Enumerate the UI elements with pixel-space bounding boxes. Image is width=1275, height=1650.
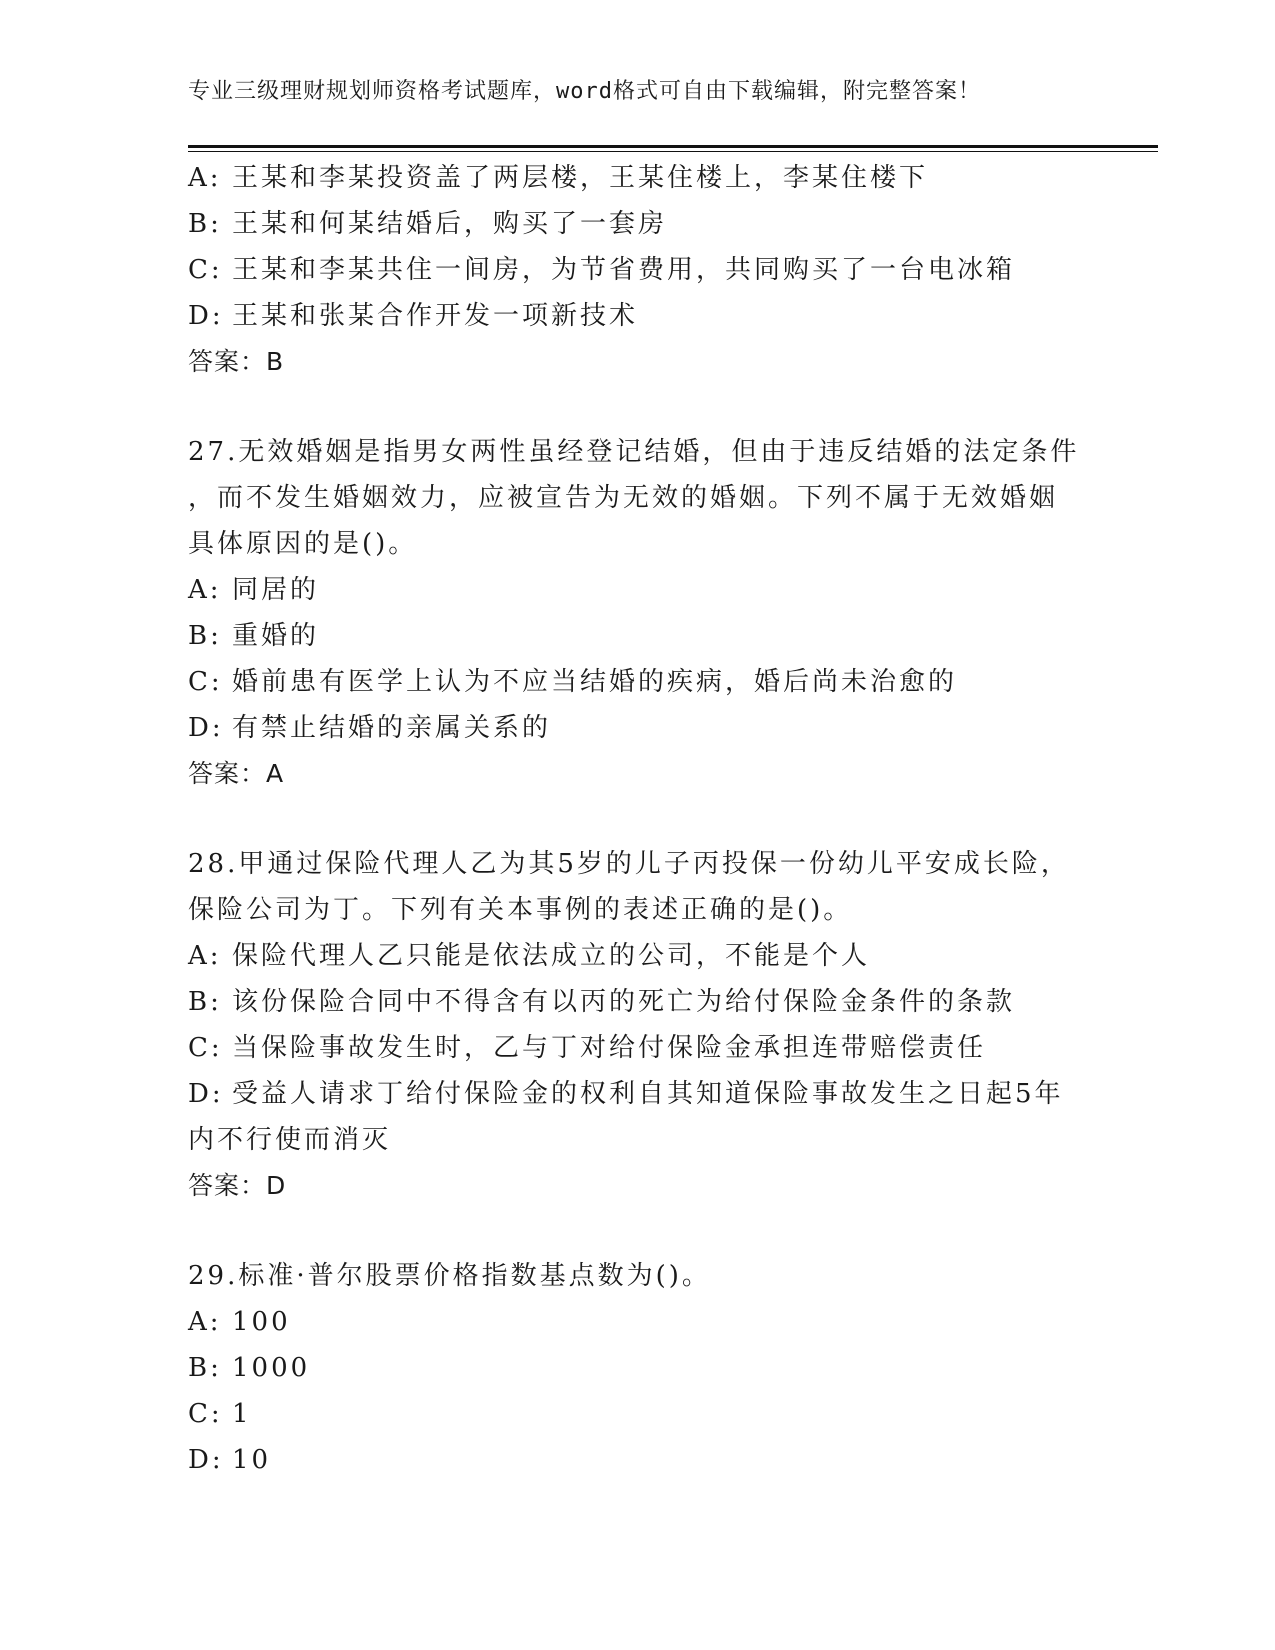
option-text: 该份保险合同中不得含有以丙的死亡为给付保险金条件的条款 [232,987,1016,1017]
header-rule-thick [188,145,1158,148]
option-letter: B: [188,621,222,651]
option-a [188,1299,1088,1345]
option-letter: C: [188,255,223,285]
option-a [188,933,1088,979]
option-text: 王某和李某共住一间房，为节省费用，共同购买了一台电冰箱 [232,255,1016,285]
option-text: 受益人请求丁给付保险金的权利自其知道保险事故发生之日起5年 [232,1079,1064,1109]
answer-line: 答案：B [188,347,285,376]
option-text: 同居的 [232,575,320,605]
option-letter: B: [188,209,222,239]
header-rule-thin [188,151,1158,152]
question-27 [188,429,1088,797]
option-letter: C: [188,1033,223,1063]
question-stem-line: 保险公司为丁。下列有关本事例的表述正确的是()。 [188,895,853,925]
option-text: 有禁止结婚的亲属关系的 [232,713,552,743]
question-stem-line: ，而不发生婚姻效力，应被宣告为无效的婚姻。下列不属于无效婚姻 [188,483,1059,513]
option-text: 王某和张某合作开发一项新技术 [232,301,639,331]
option-b [188,1345,1088,1391]
question-stem-line: 29.标准·普尔股票价格指数基点数为()。 [188,1261,711,1291]
option-d-continuation: 内不行使而消灭 [188,1125,392,1155]
answer-line: 答案：A [188,759,285,788]
option-b [188,201,1088,247]
question-29 [188,1253,1088,1483]
question-26-options [188,155,1088,385]
option-a [188,155,1088,201]
option-c [188,247,1088,293]
question-stem-line: 具体原因的是()。 [188,529,418,559]
option-text: 1000 [232,1353,311,1383]
option-letter: B: [188,1353,222,1383]
option-text: 10 [232,1445,272,1475]
option-c [188,1025,1088,1071]
option-letter: A: [188,575,222,605]
question-28 [188,841,1088,1209]
question-stem-line: 28.甲通过保险代理人乙为其5岁的儿子丙投保一份幼儿平安成长险， [188,849,1070,879]
option-d [188,1437,1088,1483]
document-content [188,155,1088,1483]
option-letter: A: [188,941,222,971]
option-letter: B: [188,987,222,1017]
option-d [188,705,1088,751]
option-letter: A: [188,163,222,193]
option-a [188,567,1088,613]
answer-line: 答案：D [188,1171,287,1200]
spacer [188,1209,1088,1253]
option-letter: D: [188,713,224,743]
option-text: 王某和李某投资盖了两层楼，王某住楼上，李某住楼下 [232,163,929,193]
option-letter: D: [188,1445,224,1475]
option-d [188,1071,1088,1117]
option-c [188,659,1088,705]
option-text: 保险代理人乙只能是依法成立的公司，不能是个人 [232,941,871,971]
option-letter: D: [188,1079,224,1109]
option-letter: C: [188,1399,223,1429]
option-text: 王某和何某结婚后，购买了一套房 [232,209,668,239]
question-stem-line: 27.无效婚姻是指男女两性虽经登记结婚，但由于违反结婚的法定条件 [188,437,1080,467]
spacer [188,385,1088,429]
option-text: 当保险事故发生时，乙与丁对给付保险金承担连带赔偿责任 [232,1033,987,1063]
option-b [188,613,1088,659]
option-letter: C: [188,667,223,697]
spacer [188,797,1088,841]
option-text: 100 [232,1307,291,1337]
option-text: 婚前患有医学上认为不应当结婚的疾病，婚后尚未治愈的 [232,667,958,697]
option-c [188,1391,1088,1437]
option-text: 重婚的 [232,621,320,651]
option-d [188,293,1088,339]
option-letter: D: [188,301,224,331]
option-letter: A: [188,1307,222,1337]
page-header: 专业三级理财规划师资格考试题库，word格式可自由下载编辑，附完整答案！ [188,79,981,104]
option-b [188,979,1088,1025]
option-text: 1 [232,1399,252,1429]
